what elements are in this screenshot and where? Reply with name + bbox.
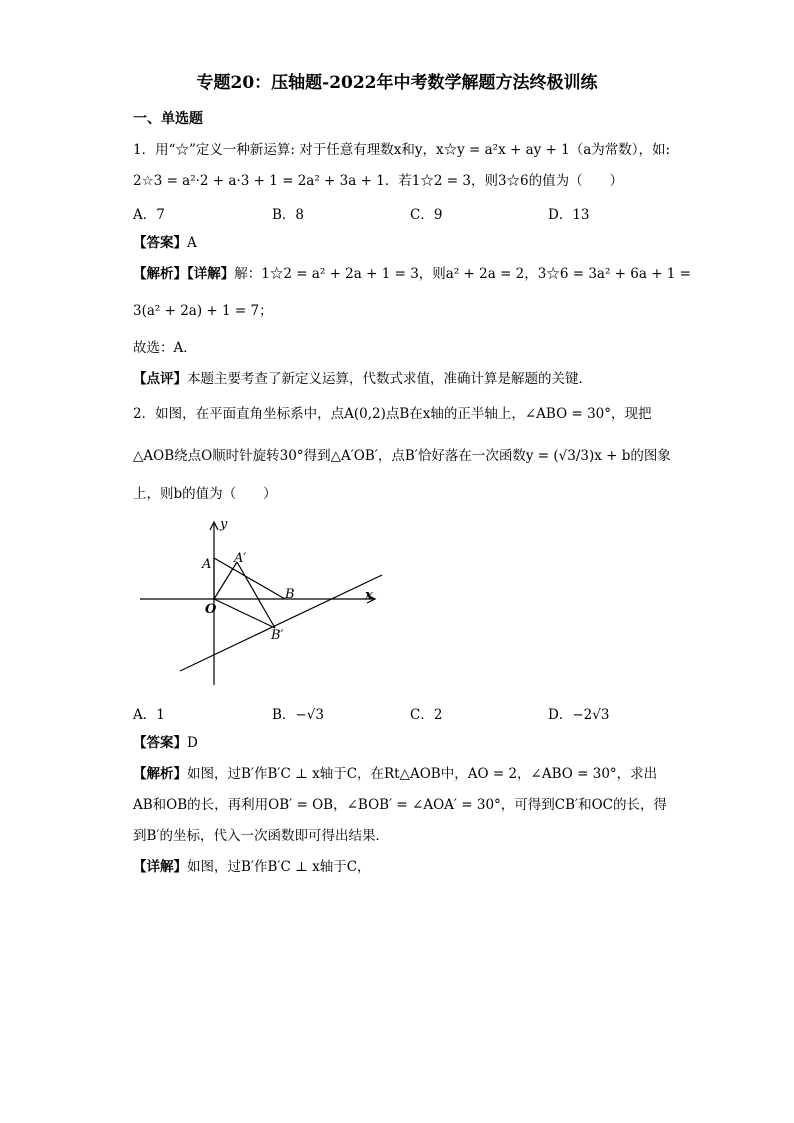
q2-analysis-line3: 到B′的坐标，代入一次函数即可得出结果． (133, 828, 389, 844)
label-b: B (285, 587, 295, 602)
q2-option-b: B．−√3 (272, 707, 324, 723)
q1-comment-text: 本题主要考查了新定义运算，代数式求值，准确计算是解题的关键． (187, 371, 592, 387)
segment-oa1 (214, 562, 237, 599)
q1-analysis-line2: 3(a² + 2a) + 1 = 7； (133, 303, 273, 319)
q2-stem-line2: △AOB绕点O顺时针旋转30°得到△A′OB′，点B′恰好落在一次函数y = (√3/3)x + b的图象 (133, 448, 671, 464)
q2-option-d: D．−2√3 (548, 707, 610, 723)
q2-stem-line1: 2．如图，在平面直角坐标系中，点A(0,2)点B在x轴的正半轴上，∠ABO = 30°，现把 (133, 406, 652, 422)
segment-a1b1 (237, 562, 275, 628)
q1-stem-line1: 1．用“☆”定义一种新运算: 对于任意有理数x和y，x☆y = a²x + ay + 1（a为常数），如: (133, 142, 671, 158)
q1-option-d: D．13 (548, 207, 590, 223)
q2-detail-label: 【详解】 (133, 859, 187, 875)
q2-analysis-line2: AB和OB的长，再利用OB′ = OB，∠BOB′ = ∠AOA′ = 30°，可得到CB′和OC的长，得 (133, 797, 668, 813)
label-b-prime: B′ (271, 628, 284, 643)
label-y: y (220, 518, 228, 532)
linear-function-line (180, 575, 382, 671)
q2-answer-label: 【答案】 (133, 735, 187, 751)
q2-analysis-label: 【解析】 (133, 766, 187, 782)
q1-comment (133, 370, 592, 388)
q1-option-c: C．9 (410, 207, 443, 223)
q1-analysis-line1 (133, 265, 691, 283)
q2-option-a: A．1 (133, 707, 165, 723)
q2-figure (135, 518, 395, 693)
q2-stem-line3: 上，则b的值为（ ） (133, 486, 277, 502)
segment-ob1 (214, 599, 275, 628)
q1-choose: 故选：A． (133, 340, 197, 356)
q1-option-b: B．8 (272, 207, 305, 223)
label-a-prime: A′ (234, 551, 247, 566)
q1-analysis-text: 解：1☆2 = a² + 2a + 1 = 3，则a² + 2a = 2，3☆6 = 3a² + 6a + 1 = (234, 266, 691, 282)
q2-analysis-line1 (133, 765, 657, 783)
q2-analysis-text: 如图，过B′作B′C ⊥ x轴于C，在Rt△AOB中，AO = 2，∠ABO = 30°，求出 (187, 766, 658, 782)
label-a: A (202, 557, 212, 572)
label-x: x (365, 588, 373, 603)
page-title: 专题20：压轴题-2022年中考数学解题方法终极训练 (196, 73, 598, 93)
q1-analysis-label: 【解析】【详解】 (133, 266, 235, 282)
q1-answer-value: A (187, 235, 197, 251)
label-o: O (205, 602, 217, 617)
q1-stem-line2: 2☆3 = a²·2 + a·3 + 1 = 2a² + 3a + 1．若1☆2 = 3，则3☆6的值为（ ） (133, 173, 624, 189)
q1-answer (133, 234, 197, 252)
q1-answer-label: 【答案】 (133, 235, 187, 251)
q2-detail-text: 如图，过B′作B′C ⊥ x轴于C， (187, 859, 371, 875)
section-heading: 一、单选题 (133, 111, 203, 127)
q2-detail (133, 858, 371, 876)
q2-answer-value: D (187, 735, 198, 751)
q1-option-a: A．7 (133, 207, 165, 223)
q2-option-c: C．2 (410, 707, 443, 723)
segment-ab (214, 558, 285, 599)
q1-comment-label: 【点评】 (133, 371, 187, 387)
q2-answer (133, 734, 198, 752)
